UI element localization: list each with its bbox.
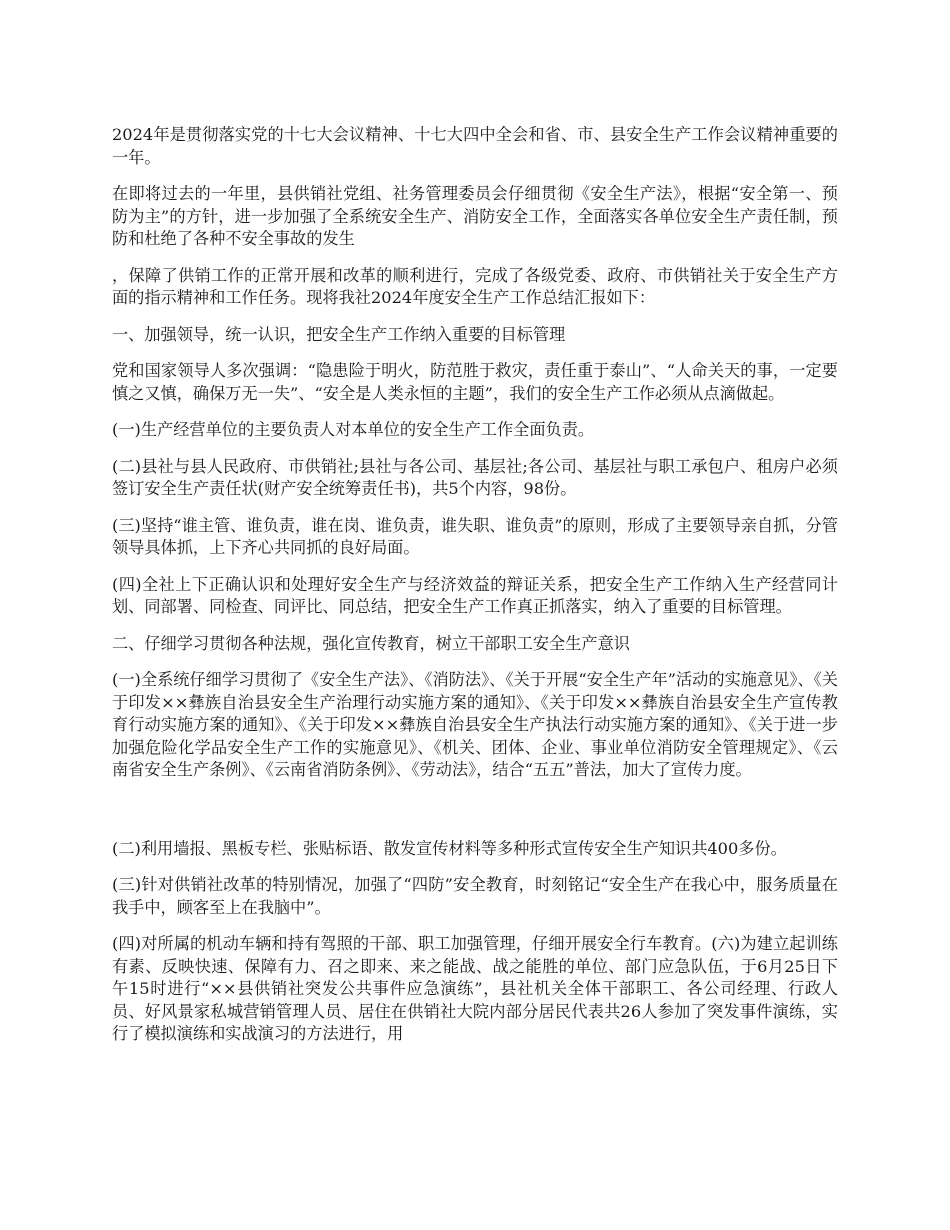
section-heading-1: 一、加强领导，统一认识，把安全生产工作纳入重要的目标管理 xyxy=(112,324,566,344)
list-item-2-3: (三)针对供销社改革的特别情况，加强了“四防”安全教育，时刻铭记“安全生产在我心中，服务质量在我手中，顾客至上在我脑中”。 xyxy=(112,875,838,917)
section-heading-2: 二、仔细学习贯彻各种法规，强化宣传教育，树立干部职工安全生产意识 xyxy=(112,633,630,653)
list-item-2-1: (一)全系统仔细学习贯彻了《安全生产法》、《消防法》、《关于开展“安全生产年”活动的实施意见》、《关于印发××彝族自治县安全生产治理行动实施方案的通知》、《关于印发××彝族自治县安全生产宣传教育行动实施方案的通知》、《关于印发××彝族自治县安全生产执法行动实施方案的通知》、《关于进一步加强危险化学品安全生产工作的实施意见》、《机关、团体、企业、事业单位消防安全管理规定》、《云南省安全生产条例》、《云南省消防条例》、《劳动法》，结合“五五”普法，加大了宣传力度。 xyxy=(112,670,838,779)
leadership-quote-paragraph: 党和国家领导人多次强调：“隐患险于明火，防范胜于救灾，责任重于泰山”、“人命关天的事，一定要慎之又慎，确保万无一失”、“安全是人类永恒的主题”，我们的安全生产工作必须从点滴做起。 xyxy=(112,361,838,403)
list-item-2-2: (二)利用墙报、黑板专栏、张贴标语、散发宣传材料等多种形式宣传安全生产知识共400多份。 xyxy=(112,838,787,858)
document-body xyxy=(112,124,838,1060)
list-item-1-1: (一)生产经营单位的主要负责人对本单位的安全生产工作全面负责。 xyxy=(112,420,595,439)
context-continuation-paragraph: ，保障了供销工作的正常开展和改革的顺利进行，完成了各级党委、政府、市供销社关于安全生产方面的指示精神和工作任务。现将我社2024年度安全生产工作总结汇报如下： xyxy=(112,265,838,307)
list-item-1-2: (二)县社与县人民政府、市供销社;县社与各公司、基层社;各公司、基层社与职工承包户、租房户必须签订安全生产责任状(财产安全统筹责任书)，共5个内容，98份。 xyxy=(112,456,838,498)
context-paragraph: 在即将过去的一年里，县供销社党组、社务管理委员会仔细贯彻《安全生产法》，根据“安全第一、预防为主”的方针，进一步加强了全系统安全生产、消防安全工作，全面落实各单位安全生产责任制，预防和杜绝了各种不安全事故的发生 xyxy=(112,184,838,248)
intro-paragraph: 2024年是贯彻落实党的十七大会议精神、十七大四中全会和省、市、县安全生产工作会议精神重要的一年。 xyxy=(112,125,838,167)
list-item-1-4: (四)全社上下正确认识和处理好安全生产与经济效益的辩证关系，把安全生产工作纳入生产经营同计划、同部署、同检查、同评比、同总结，把安全生产工作真正抓落实，纳入了重要的目标管理。 xyxy=(112,574,838,616)
list-item-1-3: (三)坚持“谁主管、谁负责，谁在岗、谁负责，谁失职、谁负责”的原则，形成了主要领导亲自抓，分管领导具体抓，上下齐心共同抓的良好局面。 xyxy=(112,515,838,557)
list-item-2-4: (四)对所属的机动车辆和持有驾照的干部、职工加强管理，仔细开展安全行车教育。(六)为建立起训练有素、反映快速、保障有力、召之即来、来之能战、战之能胜的单位、部门应急队伍，于6月25日下午15时进行“××县供销社突发公共事件应急演练”，县社机关全体干部职工、各公司经理、行政人员、好风景家私城营销管理人员、居住在供销社大院内部分居民代表共26人参加了突发事件演练，实行了模拟演练和实战演习的方法进行，用 xyxy=(112,934,838,1043)
